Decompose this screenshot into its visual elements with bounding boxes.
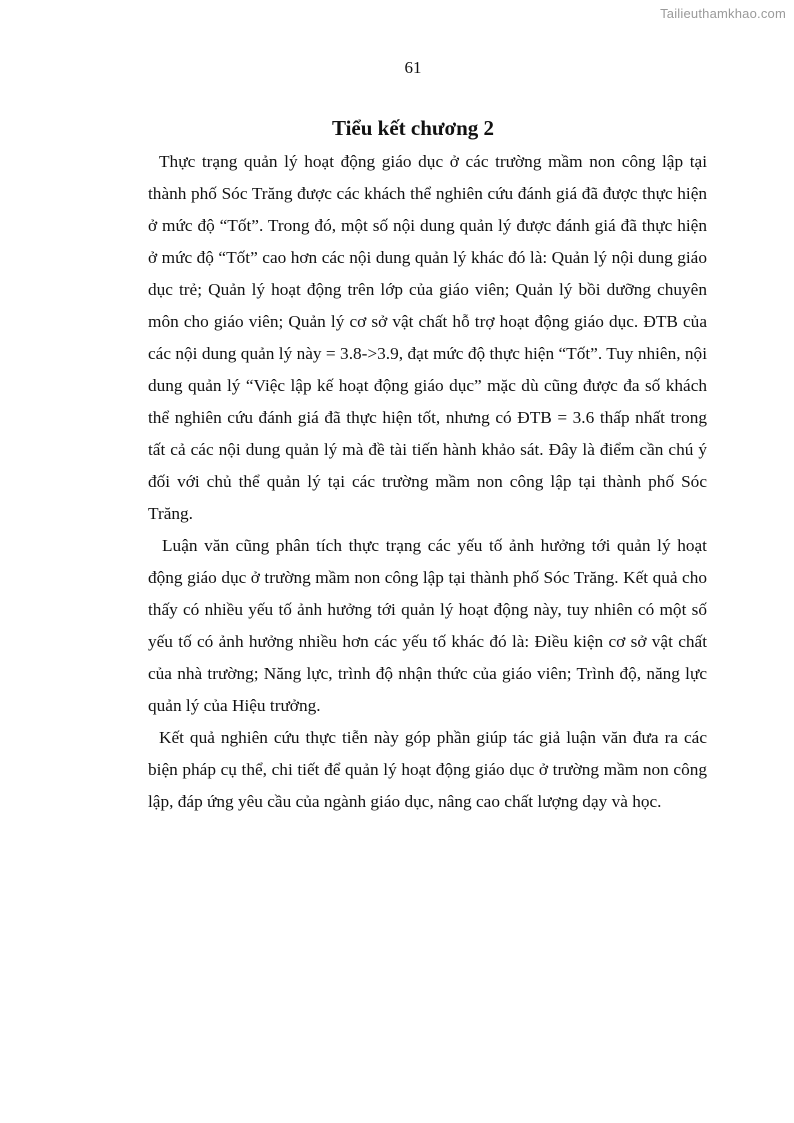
paragraph-3: Kết quả nghiên cứu thực tiễn này góp phần giúp tác giả luận văn đưa ra các biện pháp cụ thể, chi tiết để quản lý hoạt động giáo dục ở trường mầm non công lập, đáp ứng yêu cầu của ngành giáo dục, nâng cao chất lượng dạy và học. [148, 728, 707, 811]
body-text [148, 146, 707, 818]
paragraph-2: Luận văn cũng phân tích thực trạng các yếu tố ảnh hưởng tới quản lý hoạt động giáo dục ở trường mầm non công lập tại thành phố Sóc Trăng. Kết quả cho thấy có nhiều yếu tố ảnh hưởng tới quản lý hoạt động này, tuy nhiên có một số yếu tố có ảnh hưởng nhiều hơn các yếu tố khác đó là: Điều kiện cơ sở vật chất của nhà trường; Năng lực, trình độ nhận thức của giáo viên; Trình độ, năng lực quản lý của Hiệu trưởng. [148, 536, 707, 715]
watermark: Tailieuthamkhao.com [660, 6, 786, 21]
chapter-title: Tiểu kết chương 2 [331, 116, 495, 140]
paragraph-1: Thực trạng quản lý hoạt động giáo dục ở các trường mầm non công lập tại thành phố Sóc Trăng được các khách thể nghiên cứu đánh giá đã được thực hiện ở mức độ “Tốt”. Trong đó, một số nội dung quản lý được đánh giá đã thực hiện ở mức độ “Tốt” cao hơn các nội dung quản lý khác đó là: Quản lý nội dung giáo dục trẻ; Quản lý hoạt động trên lớp của giáo viên; Quản lý bồi dưỡng chuyên môn cho giáo viên; Quản lý cơ sở vật chất hỗ trợ hoạt động giáo dục. ĐTB của các nội dung quản lý này = 3.8->3.9, đạt mức độ thực hiện “Tốt”. Tuy nhiên, nội dung quản lý “Việc lập kế hoạt động giáo dục” mặc dù cũng được đa số khách thể nghiên cứu đánh giá đã thực hiện tốt, nhưng có ĐTB = 3.6 thấp nhất trong tất cả các nội dung quản lý mà đề tài tiến hành khảo sát. Đây là điểm cần chú ý đối với chủ thể quản lý tại các trường mầm non công lập tại thành phố Sóc Trăng. [148, 152, 707, 523]
page-number: 61 [404, 58, 422, 77]
